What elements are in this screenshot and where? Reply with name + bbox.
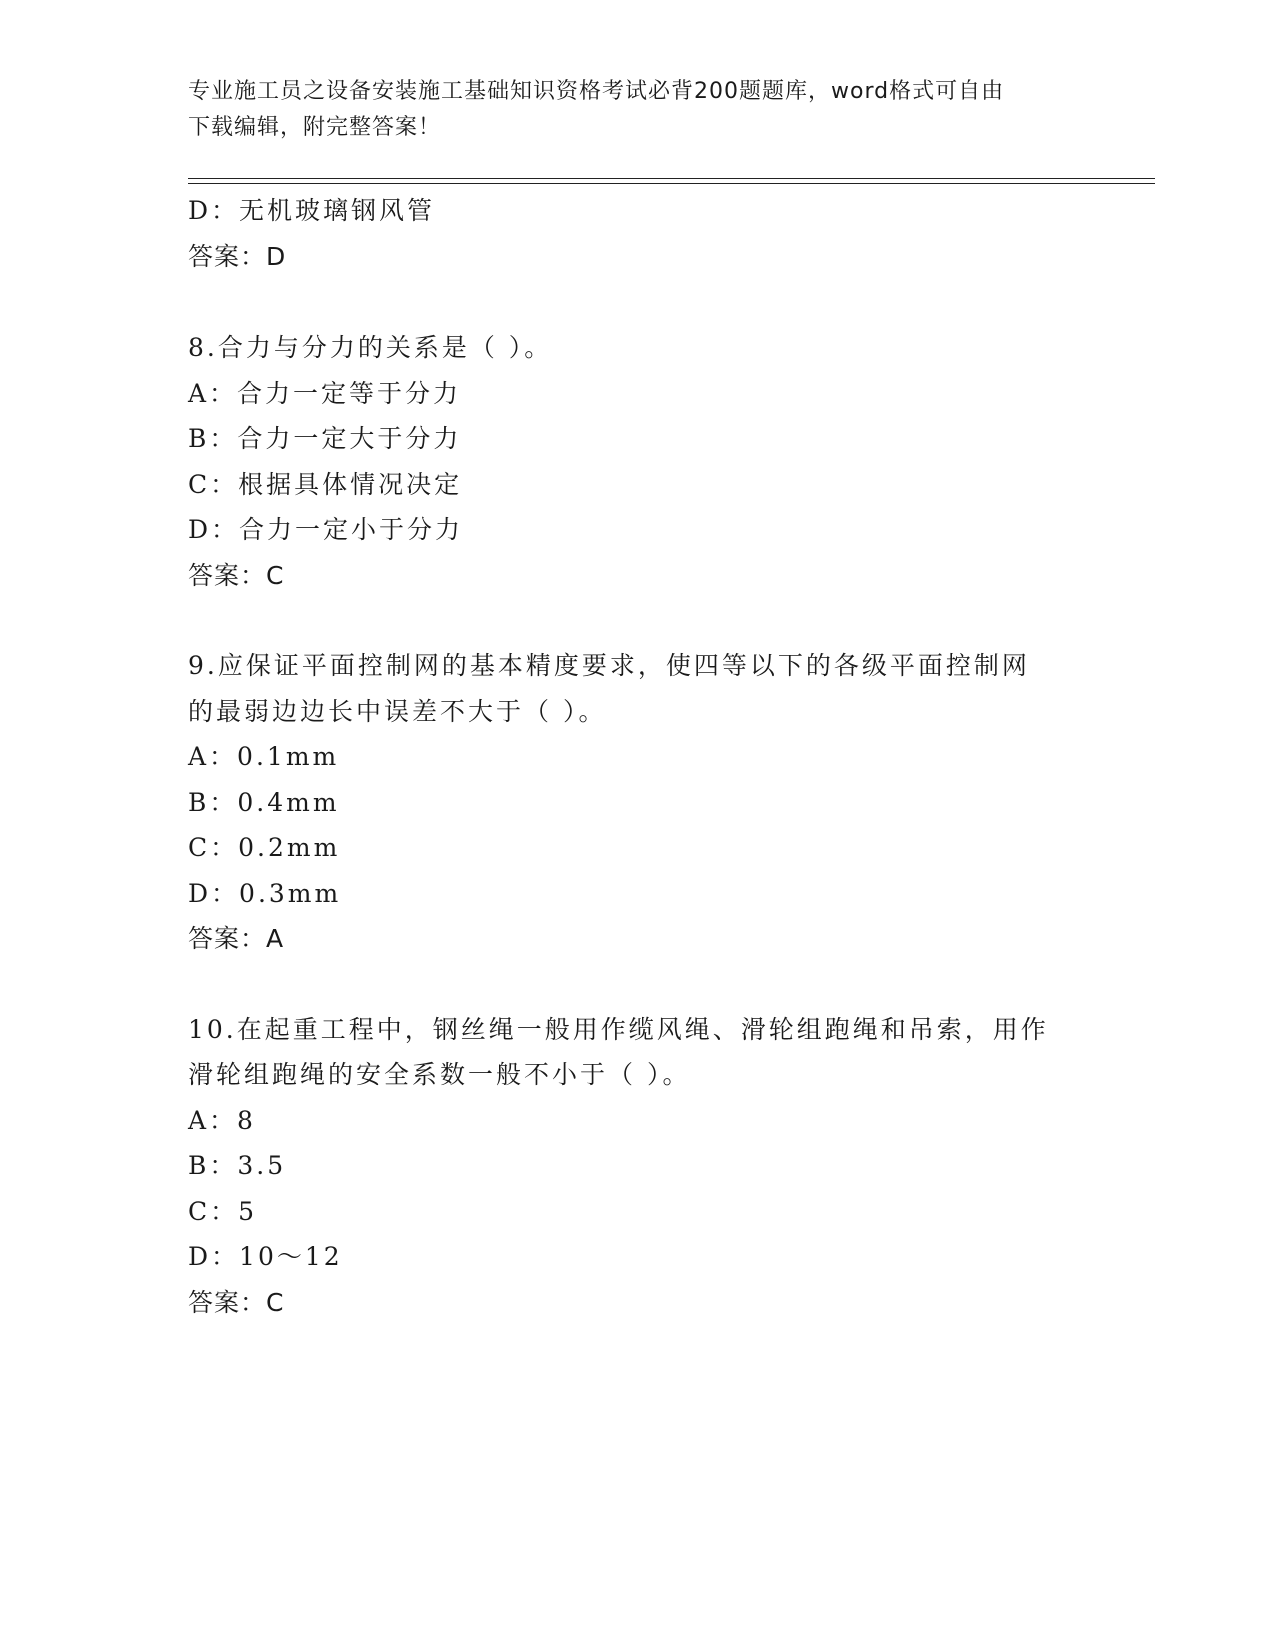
answer-line: 答案：D (188, 241, 287, 271)
question-10 (188, 1007, 1088, 1326)
option-a: A：8 (188, 1105, 256, 1135)
header-divider-bottom (188, 183, 1155, 184)
spacer (188, 962, 1088, 1007)
question-list (188, 188, 1088, 1325)
question-9 (188, 643, 1088, 962)
option-d: D：10～12 (188, 1242, 343, 1271)
page-header (188, 74, 1068, 146)
option-a: A：0.1mm (188, 742, 340, 771)
question-8 (188, 325, 1088, 598)
header-divider-top (188, 178, 1155, 179)
answer-line: 答案：A (188, 924, 285, 953)
option-a: A：合力一定等于分力 (188, 378, 462, 408)
answer-line: 答案：C (188, 1287, 285, 1317)
answer-line: 答案：C (188, 560, 285, 590)
option-d: D：合力一定小于分力 (188, 515, 464, 544)
option-d: D：无机玻璃钢风管 (188, 196, 436, 225)
question-7-tail (188, 188, 1088, 279)
header-line-2: 下载编辑，附完整答案！ (188, 115, 442, 140)
question-stem-continued: 的最弱边边长中误差不大于（ ）。 (188, 696, 607, 726)
header-line-1: 专业施工员之设备安装施工基础知识资格考试必背200题题库，word格式可自由 (188, 79, 1005, 104)
question-stem: 8.合力与分力的关系是（ ）。 (188, 333, 553, 362)
question-stem: 9.应保证平面控制网的基本精度要求，使四等以下的各级平面控制网 (188, 651, 1030, 680)
option-c: C：0.2mm (188, 833, 341, 862)
question-stem: 10.在起重工程中，钢丝绳一般用作缆风绳、滑轮组跑绳和吊索，用作 (188, 1014, 1049, 1044)
spacer (188, 598, 1088, 643)
option-b: B：0.4mm (188, 787, 340, 817)
option-b: B：合力一定大于分力 (188, 424, 462, 453)
option-c: C：5 (188, 1196, 258, 1226)
option-b: B：3.5 (188, 1151, 287, 1180)
option-d: D：0.3mm (188, 878, 342, 908)
spacer (188, 279, 1088, 325)
option-c: C：根据具体情况决定 (188, 469, 463, 499)
question-stem-continued: 滑轮组跑绳的安全系数一般不小于（ ）。 (188, 1060, 691, 1089)
